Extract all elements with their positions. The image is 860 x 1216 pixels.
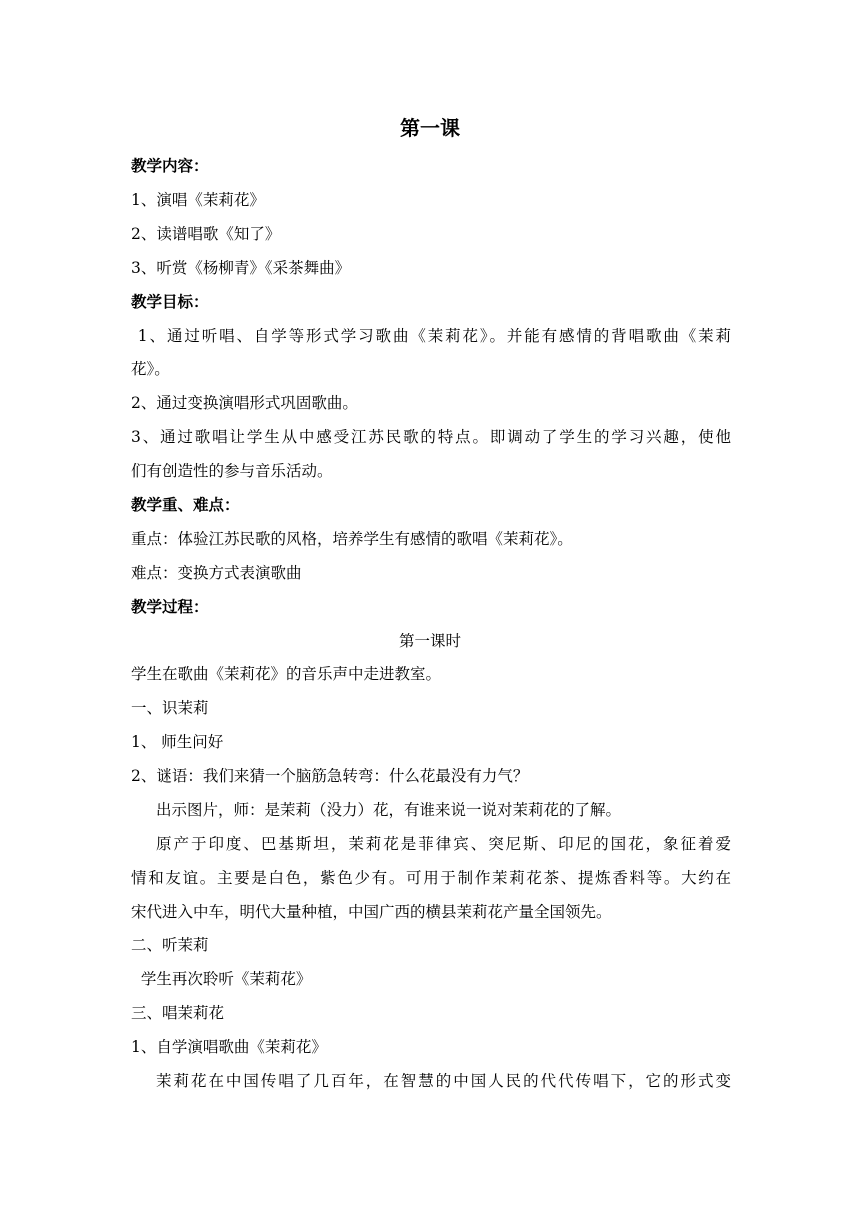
goal-1-line-2: 花》。 [131, 360, 170, 378]
goal-3-line-2: 们有创造性的参与音乐活动。 [131, 462, 333, 480]
section-2-heading: 二、听茉莉 [131, 936, 209, 954]
section-1-heading: 一、识茉莉 [131, 699, 209, 717]
section-3-step-1: 1、自学演唱歌曲《茉莉花》 [131, 1038, 327, 1056]
section-3-heading: 三、唱茉莉花 [131, 1004, 225, 1022]
paragraph-line-1: 原产于印度、巴基斯坦，茉莉花是菲律宾、突尼斯、印尼的国花，象征着爱 [156, 835, 731, 853]
step-2-detail: 出示图片，师：是茉莉（没力）花，有谁来说一说对茉莉花的了解。 [156, 801, 622, 819]
step-2: 2、谜语：我们来猜一个脑筋急转弯：什么花最没有力气？ [131, 767, 529, 785]
paragraph-line-2: 情和友谊。主要是白色，紫色少有。可用于制作茉莉花茶、提炼香料等。大约在 [131, 869, 731, 887]
key-point: 重点：体验江苏民歌的风格，培养学生有感情的歌唱《茉莉花》。 [131, 530, 573, 548]
content-item-2: 2、读谱唱歌《知了》 [131, 225, 281, 243]
goal-1-line-1: 1、通过听唱、自学等形式学习歌曲《茉莉花》。并能有感情的背唱歌曲《茉莉 [131, 327, 731, 345]
section-3-paragraph-line-1: 茉莉花在中国传唱了几百年，在智慧的中国人民的代代传唱下，它的形式变 [156, 1072, 731, 1090]
heading-key-points: 教学重、难点： [131, 495, 240, 514]
page-title: 第一课 [400, 116, 460, 140]
content-item-3: 3、听赏《杨柳青》《采茶舞曲》 [131, 259, 351, 277]
heading-teaching-goals: 教学目标： [131, 292, 209, 311]
heading-teaching-process: 教学过程： [131, 597, 209, 616]
goal-3-line-1: 3、通过歌唱让学生从中感受江苏民歌的特点。即调动了学生的学习兴趣，使他 [131, 428, 731, 446]
process-intro: 学生在歌曲《茉莉花》的音乐声中走进教室。 [131, 665, 442, 683]
step-1: 1、 师生问好 [131, 733, 224, 751]
difficult-point: 难点：变换方式表演歌曲 [131, 564, 302, 582]
goal-2: 2、通过变换演唱形式巩固歌曲。 [131, 394, 358, 412]
heading-teaching-content: 教学内容： [131, 156, 209, 175]
paragraph-line-3: 宋代进入中车，明代大量种植，中国广西的横县茉莉花产量全国领先。 [131, 903, 612, 921]
lesson-period-heading: 第一课时 [398, 632, 461, 650]
content-item-1: 1、演唱《茉莉花》 [131, 191, 265, 209]
section-2-item: 学生再次聆听《茉莉花》 [131, 970, 312, 988]
